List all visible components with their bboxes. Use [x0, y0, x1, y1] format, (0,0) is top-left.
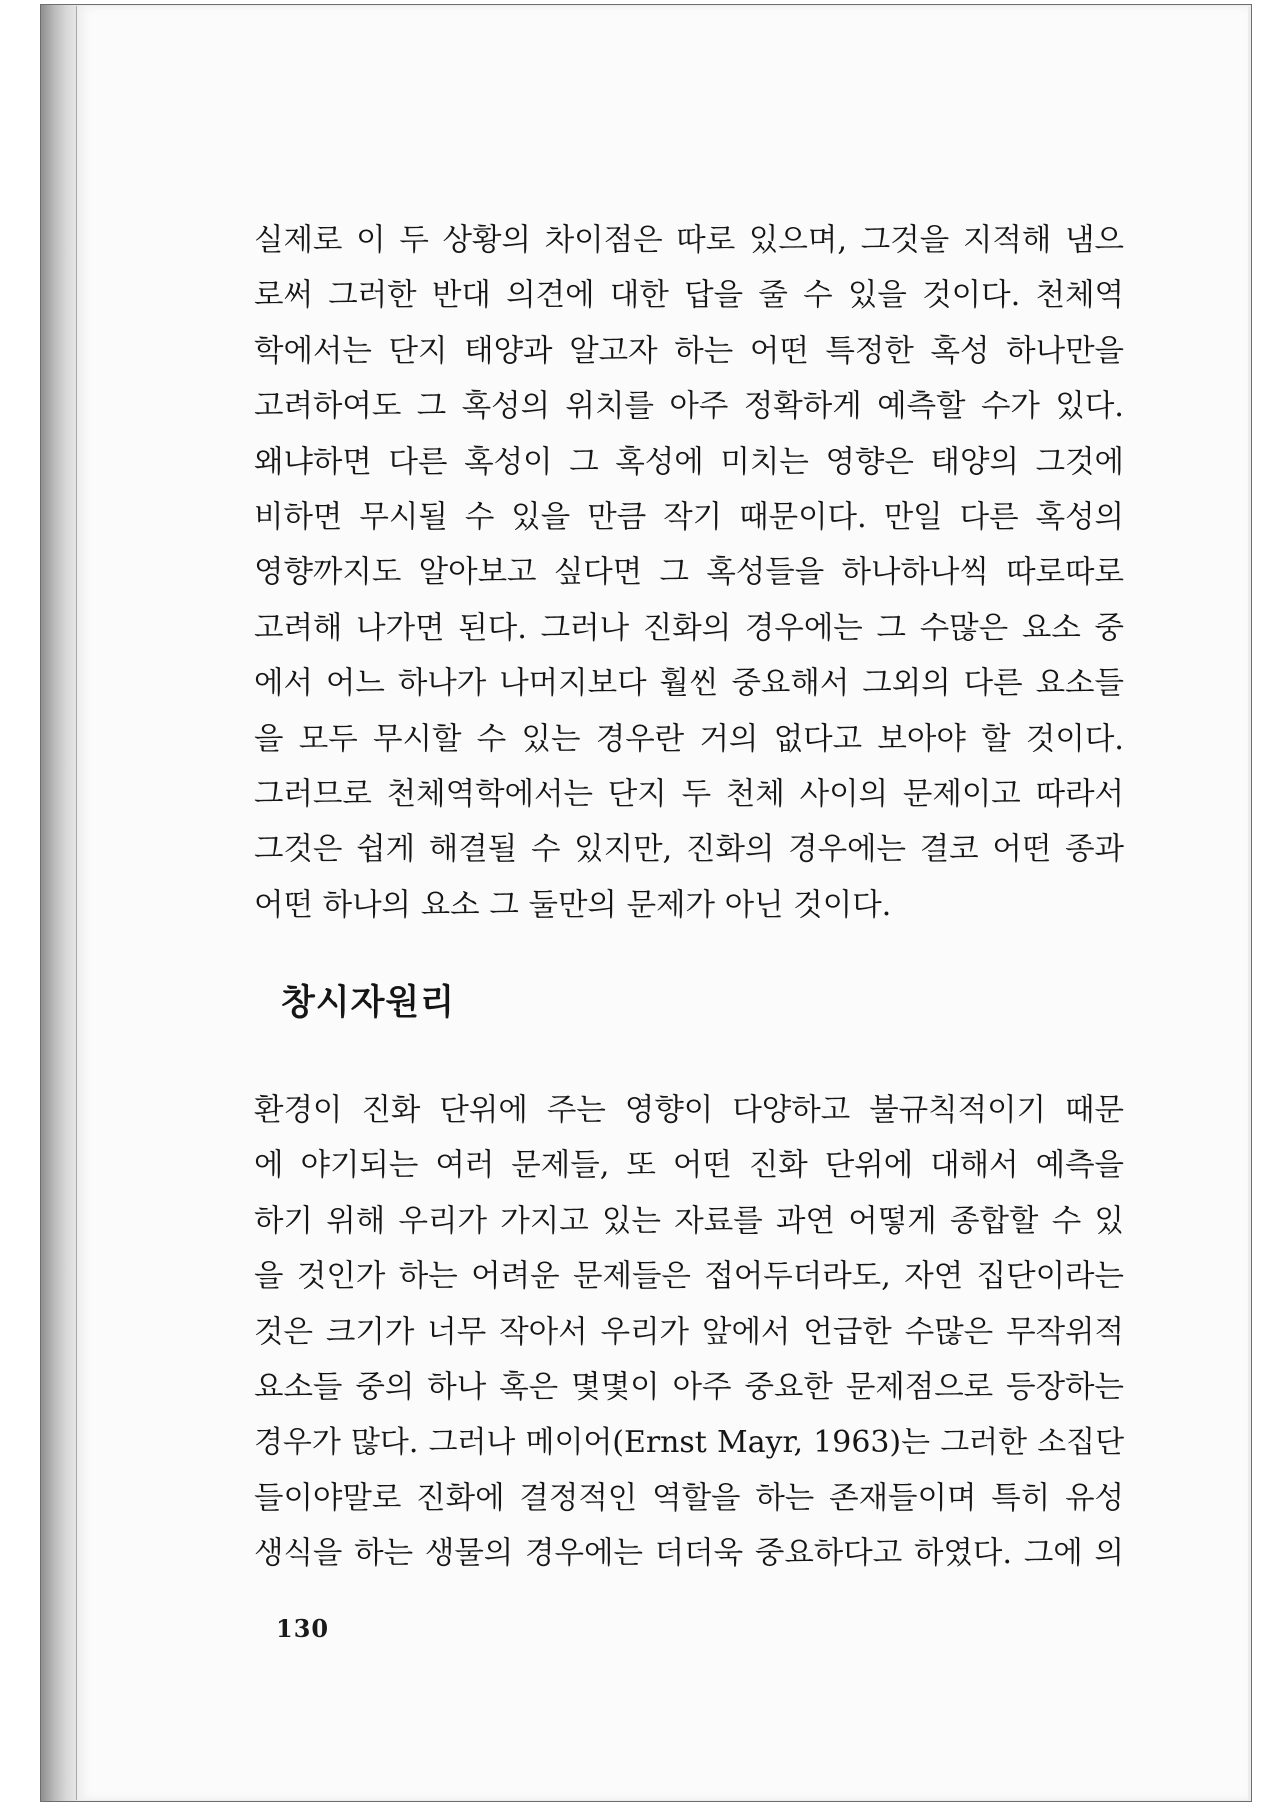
text-line: 비하면 무시될 수 있을 만큼 작기 때문이다. 만일 다른 혹성의 — [254, 499, 1124, 535]
text-line: 실제로 이 두 상황의 차이점은 따로 있으며, 그것을 지적해 냄으 — [254, 223, 1124, 258]
text-line: 하기 위해 우리가 가지고 있는 자료를 과연 어떻게 종합할 수 있 — [254, 1203, 1124, 1239]
text-line: 영향까지도 알아보고 싶다면 그 혹성들을 하나하나씩 따로따로 — [254, 555, 1124, 591]
text-line: 요소들 중의 하나 혹은 몇몇이 아주 중요한 문제점으로 등장하는 — [254, 1369, 1124, 1405]
text-line: 어떤 하나의 요소 그 둘만의 문제가 아닌 것이다. — [254, 887, 892, 923]
paragraph-1 — [254, 213, 1124, 933]
text-line: 그것은 쉽게 해결될 수 있지만, 진화의 경우에는 결코 어떤 종과 — [254, 832, 1124, 868]
text-line: 생식을 하는 생물의 경우에는 더더욱 중요하다고 하였다. 그에 의 — [254, 1536, 1124, 1572]
text-line: 로써 그러한 반대 의견에 대한 답을 줄 수 있을 것이다. 천체역 — [254, 278, 1124, 314]
section-heading: 창시자원리 — [281, 983, 456, 1023]
text-line: 고려해 나가면 된다. 그러나 진화의 경우에는 그 수많은 요소 중 — [254, 610, 1124, 646]
text-line: 그러므로 천체역학에서는 단지 두 천체 사이의 문제이고 따라서 — [254, 776, 1124, 812]
page-number: 130 — [276, 1614, 330, 1643]
text-line: 을 것인가 하는 어려운 문제들은 접어두더라도, 자연 집단이라는 — [254, 1259, 1124, 1295]
text-line: 환경이 진화 단위에 주는 영향이 다양하고 불규칙적이기 때문 — [254, 1093, 1124, 1128]
text-line: 것은 크기가 너무 작아서 우리가 앞에서 언급한 수많은 무작위적 — [254, 1314, 1124, 1350]
text-line: 에서 어느 하나가 나머지보다 훨씬 중요해서 그외의 다른 요소들 — [254, 666, 1124, 702]
text-line: 학에서는 단지 태양과 알고자 하는 어떤 특정한 혹성 하나만을 — [254, 333, 1124, 369]
text-line: 들이야말로 진화에 결정적인 역할을 하는 존재들이며 특히 유성 — [254, 1480, 1124, 1516]
text-line: 을 모두 무시할 수 있는 경우란 거의 없다고 보아야 할 것이다. — [254, 721, 1124, 757]
text-line: 에 야기되는 여러 문제들, 또 어떤 진화 단위에 대해서 예측을 — [254, 1148, 1124, 1184]
paragraph-2 — [254, 1083, 1124, 1582]
text-line: 경우가 많다. 그러나 메이어(Ernst Mayr, 1963)는 그러한 소집단 — [254, 1425, 1124, 1461]
text-line: 왜냐하면 다른 혹성이 그 혹성에 미치는 영향은 태양의 그것에 — [254, 444, 1124, 480]
text-line: 고려하여도 그 혹성의 위치를 아주 정확하게 예측할 수가 있다. — [254, 389, 1124, 425]
